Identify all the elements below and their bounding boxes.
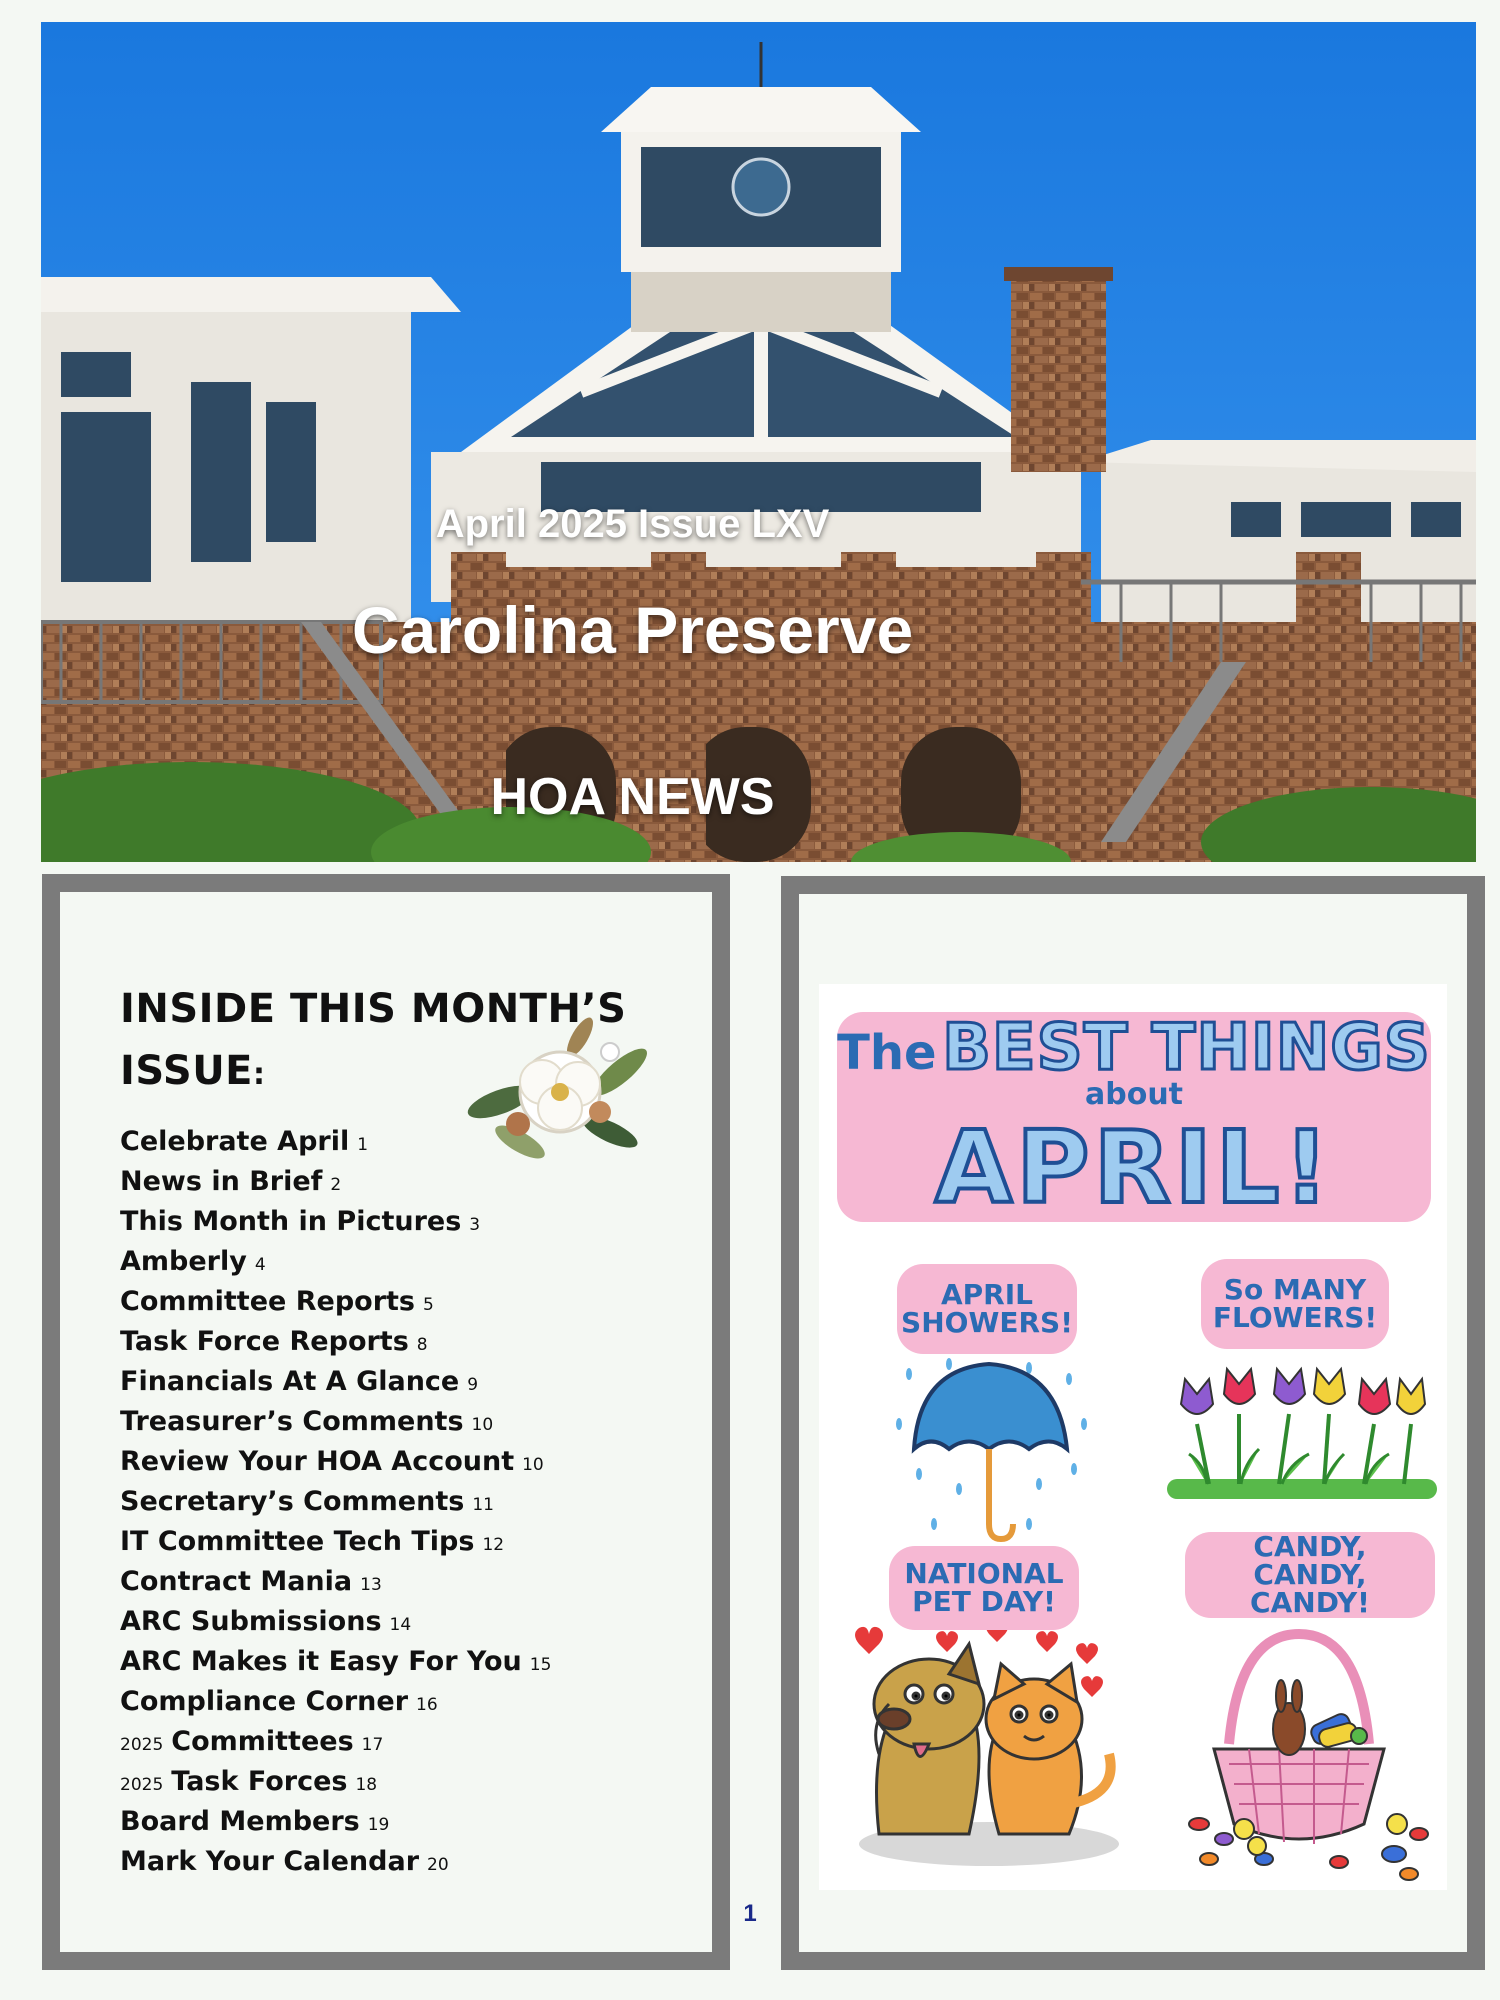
toc-item-title: Task Force Reports [120, 1326, 409, 1357]
banner-best-things: BEST THINGS [942, 1011, 1431, 1085]
toc-frame [42, 874, 730, 1970]
newsletter-title: Carolina Preserve [351, 593, 914, 667]
toc-item [120, 1802, 551, 1842]
toc-item-page: 15 [529, 1655, 552, 1675]
toc-item-title: Review Your HOA Account [120, 1446, 515, 1477]
toc-heading-colon: : [253, 1057, 266, 1092]
toc-item [120, 1242, 551, 1282]
toc-item-title: IT Committee Tech Tips [120, 1526, 475, 1557]
banner-the: The [837, 1025, 937, 1081]
april-showers-label: APRIL SHOWERS! [897, 1264, 1077, 1354]
toc-item-title: Financials At A Glance [120, 1366, 460, 1397]
issue-label: April 2025 Issue LXV [435, 502, 830, 546]
april-illustration [819, 984, 1447, 1890]
toc-item [120, 1562, 551, 1602]
toc-item-page: 2 [330, 1175, 342, 1195]
toc-item-title: Committee Reports [120, 1286, 415, 1317]
toc-item-title: Celebrate April [120, 1126, 350, 1157]
toc-item-year: 2025 [120, 1775, 164, 1795]
toc-item [120, 1602, 551, 1642]
toc-item-page: 13 [360, 1575, 382, 1595]
toc-item-year: 2025 [120, 1735, 164, 1755]
clubhouse-image [41, 22, 1476, 862]
toc-list [120, 1122, 551, 1882]
toc-item-page: 11 [472, 1495, 494, 1515]
toc-heading-line1: INSIDE THIS MONTH’S [120, 986, 627, 1032]
page-number: 1 [743, 1900, 757, 1927]
tulip-icons [1181, 1369, 1425, 1414]
toc-item [120, 1682, 551, 1722]
toc-item-title: Compliance Corner [120, 1686, 409, 1717]
toc-heading-line2: ISSUE [120, 1048, 254, 1094]
toc-item-page: 12 [482, 1535, 505, 1555]
hero-photo [41, 22, 1476, 862]
umbrella-icon [914, 1364, 1067, 1449]
toc-item-title: Secretary’s Comments [120, 1486, 465, 1517]
toc-item-title: Board Members [120, 1806, 360, 1837]
toc-item [120, 1122, 551, 1162]
toc-panel [60, 892, 712, 1952]
art-panel [799, 894, 1467, 1952]
toc-item [120, 1322, 551, 1362]
toc-item-page: 3 [469, 1215, 481, 1235]
easter-basket-icon [1214, 1634, 1384, 1844]
toc-item-page: 17 [361, 1735, 384, 1755]
toc-item [120, 1722, 551, 1762]
toc-item-page: 9 [467, 1375, 479, 1395]
toc-item-title: Contract Mania [120, 1566, 353, 1597]
toc-item-page: 10 [471, 1415, 494, 1435]
toc-item [120, 1482, 551, 1522]
toc-item [120, 1162, 551, 1202]
toc-item-page: 1 [357, 1135, 369, 1155]
toc-item-page: 18 [355, 1775, 378, 1795]
toc-item [120, 1642, 551, 1682]
banner-about: about [1084, 1077, 1184, 1112]
toc-item-page: 19 [367, 1815, 390, 1835]
toc-item-page: 4 [254, 1255, 266, 1275]
art-frame [781, 876, 1485, 1970]
so-many-flowers-label: So MANY FLOWERS! [1201, 1259, 1389, 1349]
best-things-banner [837, 1011, 1431, 1226]
toc-item-title: Mark Your Calendar [120, 1846, 420, 1877]
toc-item-page: 8 [416, 1335, 428, 1355]
dog-icon [874, 1644, 984, 1834]
toc-item-page: 14 [389, 1615, 412, 1635]
toc-item [120, 1522, 551, 1562]
toc-item [120, 1762, 551, 1802]
toc-item [120, 1442, 551, 1482]
toc-item-page: 20 [427, 1855, 449, 1875]
toc-item [120, 1362, 551, 1402]
toc-item-title: Treasurer’s Comments [120, 1406, 464, 1437]
toc-item [120, 1282, 551, 1322]
candy-label: CANDY, CANDY, CANDY! [1185, 1532, 1435, 1618]
toc-item [120, 1842, 551, 1882]
banner-april: APRIL! [934, 1109, 1334, 1226]
toc-item [120, 1202, 551, 1242]
toc-item-page: 16 [416, 1695, 438, 1715]
toc-item-title: ARC Submissions [120, 1606, 382, 1637]
toc-item-title: Committees [171, 1726, 354, 1757]
toc-item-title: News in Brief [120, 1166, 323, 1197]
toc-item-title: ARC Makes it Easy For You [120, 1646, 522, 1677]
national-pet-day-label: NATIONAL PET DAY! [889, 1546, 1079, 1630]
toc-item-page: 10 [522, 1455, 544, 1475]
toc-item-title: Task Forces [171, 1766, 348, 1797]
newsletter-subtitle: HOA NEWS [490, 768, 775, 826]
toc-item-title: Amberly [120, 1246, 247, 1277]
toc-item-page: 5 [423, 1295, 434, 1315]
toc-item-title: This Month in Pictures [120, 1206, 462, 1237]
toc-item [120, 1402, 551, 1442]
